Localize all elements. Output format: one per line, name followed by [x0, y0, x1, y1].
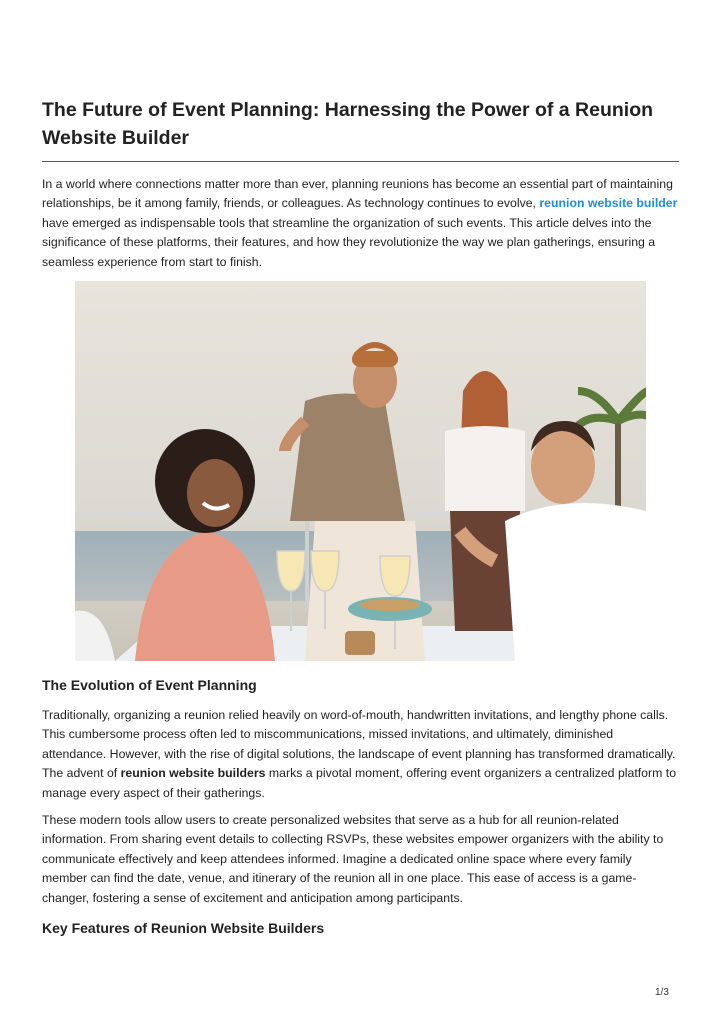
article-title: The Future of Event Planning: Harnessing the Power of a Reunion Website Builder	[42, 99, 654, 149]
title-divider	[42, 161, 679, 162]
intro-text-end: have emerged as indispensable tools that streamline the organization of such events. This article delves into the significance of these platforms, their features, and how they revolutionize the way we plan gatherings, ensuring a seamless experience from start to finish.	[42, 215, 656, 269]
intro-paragraph	[42, 175, 680, 272]
reunion-website-builder-link[interactable]: reunion website builder	[539, 196, 678, 211]
evolution-text-end: marks a pivotal moment, offering event organizers a centralized platform to manage every aspect of their gatherings.	[42, 766, 677, 800]
page-number: 1/3	[655, 987, 669, 998]
reunion-website-builders-bold: reunion website builders	[120, 766, 266, 781]
intro-text-start: In a world where connections matter more than ever, planning reunions has become an essential part of maintaining relationships, be it among family, friends, or colleagues. As technology continues to evolve,	[42, 177, 673, 211]
evolution-paragraph-1	[42, 706, 680, 803]
section-heading-key-features: Key Features of Reunion Website Builders	[42, 920, 325, 936]
evolution-text-start: Traditionally, organizing a reunion relied heavily on word-of-mouth, handwritten invitations, and lengthy phone calls. This cumbersome process often led to miscommunications, missed invitations, and ultimately, diminished attendance. However, with the rise of digital solutions, the landscape of event planning has transformed dramatically. The advent of	[42, 708, 676, 781]
hero-image	[75, 281, 646, 661]
section-heading-evolution: The Evolution of Event Planning	[42, 677, 257, 693]
evolution-paragraph-2: These modern tools allow users to create personalized websites that serve as a hub for all reunion-related information. From sharing event details to collecting RSVPs, these websites empower organizers with the ability to communicate effectively and keep attendees informed. Imagine a dedicated online space where every family member can find the date, venue, and itinerary of the reunion all in one place. This ease of access is a game-changer, fostering a sense of excitement and anticipation among participants.	[42, 813, 664, 905]
